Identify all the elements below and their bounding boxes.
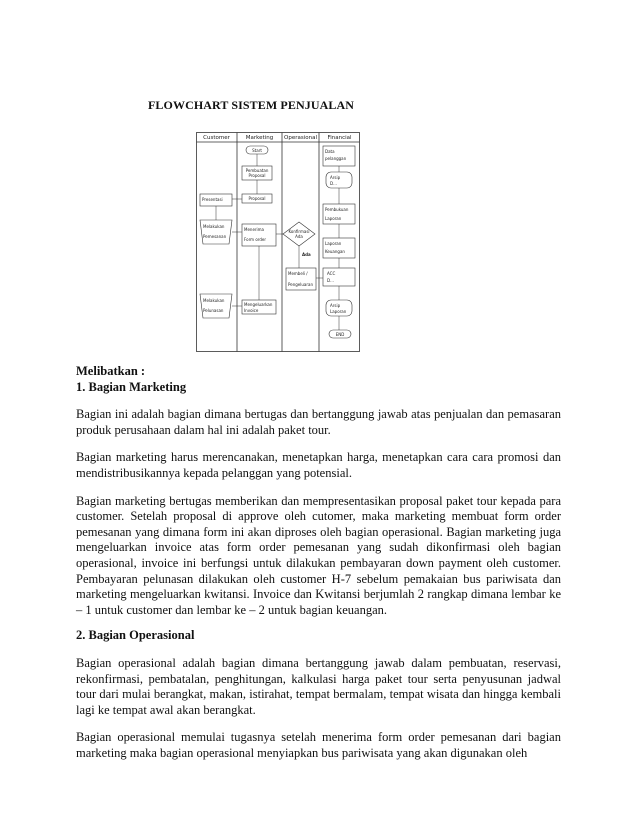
node-arsip2-1: Arsip: [330, 303, 341, 308]
node-ada: Ada: [302, 252, 311, 257]
node-konfirmasi-1: Konfirmasi: [288, 229, 310, 234]
node-membeli-2: Pengeluaran: [288, 282, 313, 287]
node-pembukuan-2: Laporan: [325, 216, 342, 221]
node-arsip1-2: D...: [330, 181, 337, 186]
node-arsip2-2: Laporan: [330, 309, 347, 314]
node-end: END: [335, 332, 345, 337]
node-melakukan2-2: Pelunasan: [203, 308, 224, 313]
node-start: Start: [252, 148, 262, 153]
page-title: FLOWCHART SISTEM PENJUALAN: [148, 98, 354, 112]
node-laporan-2: Keuangan: [325, 249, 345, 254]
paragraph-marketing-1: Bagian ini adalah bagian dimana bertugas dan bertanggung jawab atas penjualan dan pemasaran produk perusahaan dalam hal ini adalah paket tour.: [76, 407, 561, 437]
node-melakukan2-1: Melakukan: [203, 298, 225, 303]
lane-financial: Financial: [327, 135, 352, 141]
node-data-2: pelanggan: [325, 156, 347, 161]
node-menerima-2: Form order: [244, 237, 267, 242]
node-melakukan1-2: Pemesanan: [203, 234, 227, 239]
node-konfirmasi-2: Ada: [295, 234, 303, 239]
node-acc-2: D...: [327, 278, 334, 283]
heading-bagian-operasional: 2. Bagian Operasional: [76, 628, 195, 643]
document-body: [76, 364, 561, 761]
node-pembuatan-1: Pembuatan: [245, 168, 269, 173]
node-data-1: Data: [325, 149, 335, 154]
paragraph-marketing-3: Bagian marketing bertugas memberikan dan mempresentasikan proposal paket tour kepada para customer. Setelah proposal di approve oleh cutomer, maka marketing membuat form order pemesanan yang dimana form ini akan diproses oleh bagian operasional. Bagian marketing juga mengeluarkan invoice atas form order pemesanan yang sudah dikonfirmasi oleh bagian operasional, invoice ini berfungsi untuk dilakukan pembayaran down payment oleh customer. Pembayaran pelunasan dilakukan oleh customer H-7 sebelum pemakaian bus pariwisata dan marketing mengeluarkan kwitansi. Invoice dan Kwitansi berjumlah 2 rangkap dimana lembar ke – 1 untuk customer dan lembar ke – 2 untuk bagian keuangan.: [76, 493, 561, 617]
heading-melibatkan: Melibatkan :: [76, 364, 146, 378]
paragraph-operasional-1: Bagian operasional adalah bagian dimana bertanggung jawab dalam pembuatan, reservasi, rekonfirmasi, pembatalan, penghitungan, kalkulasi harga paket tour serta penyusunan jadwal tour dari mulai berangkat, makan, istirahat, tempat bermalam, tempat wisata dan hingga kembali lagi ke tempat awal akan berangkat.: [76, 655, 561, 717]
lane-marketing: Marketing: [245, 135, 274, 141]
node-laporan-1: Laporan: [325, 241, 342, 246]
lane-customer: Customer: [203, 135, 230, 141]
node-pembukuan-1: Pembukuan: [325, 207, 349, 212]
node-mengeluarkan-1: Mengeluarkan: [244, 302, 273, 307]
paragraph-operasional-2: Bagian operasional memulai tugasnya setelah menerima form order pemesanan dari bagian marketing maka bagian operasional menyiapkan bus pariwisata yang akan digunakan oleh: [76, 730, 561, 760]
node-proposal: Proposal: [248, 196, 266, 201]
heading-bagian-marketing: 1. Bagian Marketing: [76, 379, 187, 394]
node-melakukan1-1: Melakukan: [203, 224, 225, 229]
node-membeli-1: Membeli /: [288, 271, 308, 276]
paragraph-marketing-2: Bagian marketing harus merencanakan, menetapkan harga, menetapkan cara cara promosi dan mendistribusikannya kepada pelanggan yang potensial.: [76, 450, 561, 480]
node-pembuatan-2: Proposal: [248, 173, 266, 178]
node-arsip1-1: Arsip: [330, 175, 341, 180]
node-acc-1: ACC: [327, 271, 336, 276]
flowchart-image: [196, 132, 360, 352]
lane-operasional: Operasional: [284, 135, 317, 141]
node-mengeluarkan-2: Invoice: [244, 308, 259, 313]
node-menerima-1: Menerima: [244, 227, 265, 232]
node-presentasi: Presentasi: [202, 197, 223, 202]
